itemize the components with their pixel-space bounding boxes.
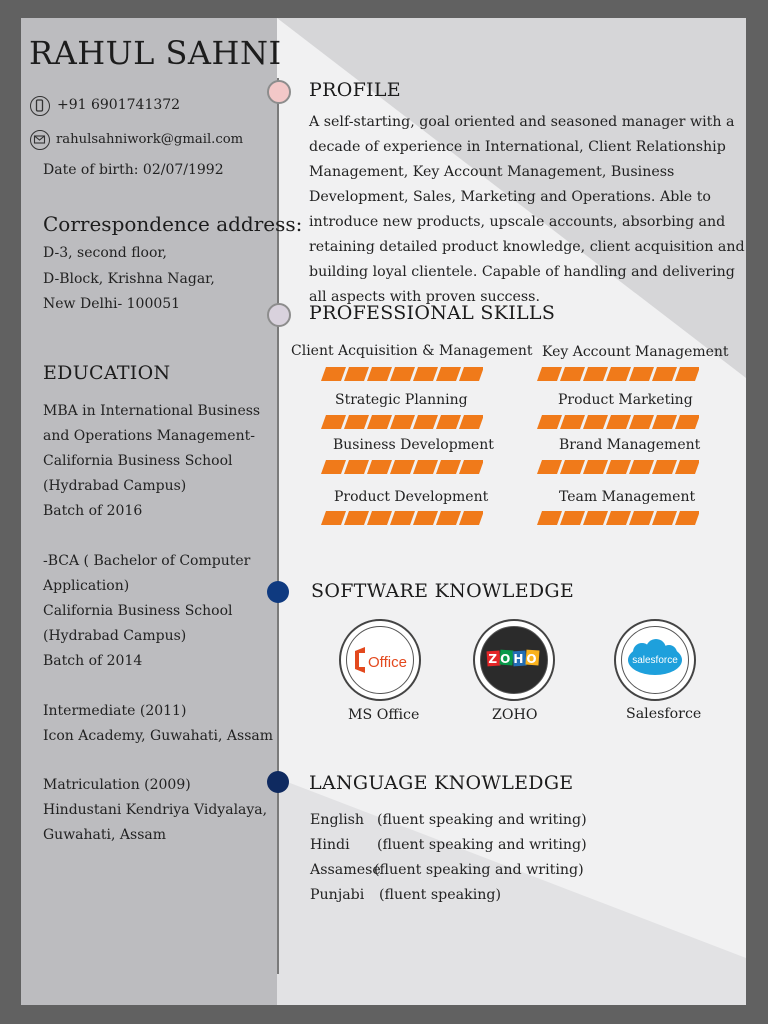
skill-bar-segment: [344, 415, 369, 429]
skill-bar: [537, 511, 699, 525]
ms-office-logo-text: Office: [368, 654, 407, 671]
skill-label: Team Management: [559, 489, 696, 505]
skill-bar: [321, 415, 483, 429]
skill-label: Brand Management: [559, 437, 701, 453]
skill-bar-segment: [413, 367, 438, 381]
skill-bar-segment: [436, 511, 461, 525]
software-name: Salesforce: [626, 706, 702, 722]
salesforce-logo-text: salesforce: [632, 655, 678, 666]
skill-label: Product Development: [334, 489, 489, 505]
skill-bar: [537, 460, 699, 474]
skill-bar-segment: [583, 460, 608, 474]
education-line: Batch of 2014: [43, 653, 143, 669]
language-name: Hindi: [310, 837, 350, 853]
education-line: Icon Academy, Guwahati, Assam: [43, 728, 274, 744]
skill-bar-segment: [367, 511, 392, 525]
skill-bar-segment: [629, 367, 654, 381]
skill-bar-segment: [675, 367, 699, 381]
skill-label: Key Account Management: [542, 344, 729, 360]
skill-bar-segment: [537, 511, 562, 525]
skill-bar-segment: [413, 415, 438, 429]
skill-bar-segment: [344, 367, 369, 381]
education-line: California Business School: [43, 453, 233, 469]
skill-bar-segment: [560, 415, 585, 429]
skill-bar-segment: [344, 460, 369, 474]
skill-bar: [537, 415, 699, 429]
education-line: (Hydrabad Campus): [43, 628, 187, 644]
skill-bar-segment: [629, 460, 654, 474]
skill-bar-segment: [560, 460, 585, 474]
skill-bar-segment: [583, 415, 608, 429]
skill-bar-segment: [367, 415, 392, 429]
education-line: -BCA ( Bachelor of Computer: [43, 553, 251, 569]
profile-text: A self-starting, goal oriented and seasoned manager with a decade of experience in International, Client Relationship Management, Key Account Management, Business Development, Sales, Marketing and Operations. Able to introduce new products, upscale accounts, absorbing and retaining detailed product knowledge, client acquisition and building loyal clientele. Capable of handling and delivering all aspects with proven success.: [309, 114, 745, 305]
skill-bar-segment: [560, 367, 585, 381]
education-line: Application): [43, 578, 130, 594]
profile-dot: [267, 80, 291, 104]
salesforce-logo-icon: [614, 619, 696, 701]
skill-bar-segment: [606, 367, 631, 381]
skill-bar-segment: [606, 460, 631, 474]
skill-bar-segment: [606, 511, 631, 525]
skill-bar-segment: [367, 460, 392, 474]
zoho-logo-icon: [473, 619, 555, 701]
email-icon: [30, 130, 50, 150]
skill-bar-segment: [652, 415, 677, 429]
skill-bar: [537, 367, 699, 381]
education-line: and Operations Management-: [43, 428, 255, 444]
skill-bar-segment: [413, 511, 438, 525]
skill-bar-segment: [413, 460, 438, 474]
language-name: English: [310, 812, 365, 828]
skill-bar-segment: [537, 367, 562, 381]
skill-bar-segment: [583, 367, 608, 381]
skill-bar-segment: [606, 415, 631, 429]
skill-bar-segment: [436, 367, 461, 381]
skill-bar-segment: [321, 415, 346, 429]
software-dot: [267, 581, 289, 603]
address-line: New Delhi- 100051: [43, 296, 181, 312]
skill-bar-segment: [321, 460, 346, 474]
skill-bar-segment: [629, 415, 654, 429]
email-address[interactable]: rahulsahniwork@gmail.com: [56, 132, 244, 147]
skill-bar-segment: [390, 511, 415, 525]
skill-bar-segment: [537, 415, 562, 429]
education-line: Hindustani Kendriya Vidyalaya,: [43, 802, 268, 818]
skill-label: Product Marketing: [558, 392, 693, 408]
skill-bar-segment: [390, 415, 415, 429]
address-line: D-Block, Krishna Nagar,: [43, 271, 215, 287]
skill-bar-segment: [321, 367, 346, 381]
skill-bar-segment: [560, 511, 585, 525]
education-line: Matriculation (2009): [43, 777, 191, 793]
software-name: MS Office: [348, 707, 420, 723]
skill-bar-segment: [367, 367, 392, 381]
skills-dot: [267, 303, 291, 327]
skill-bar: [321, 367, 483, 381]
skill-bar-segment: [629, 511, 654, 525]
language-name: Assamese: [310, 862, 381, 878]
education-line: Guwahati, Assam: [43, 827, 166, 843]
education-line: Batch of 2016: [43, 503, 143, 519]
education-line: Intermediate (2011): [43, 703, 187, 719]
language-level: (fluent speaking and writing): [377, 812, 587, 828]
language-name: Punjabi: [310, 887, 365, 903]
skill-bar-segment: [390, 367, 415, 381]
skill-bar-segment: [675, 511, 699, 525]
skill-bar-segment: [321, 511, 346, 525]
software-heading: SOFTWARE KNOWLEDGE: [311, 580, 575, 602]
candidate-name: RAHUL SAHNI: [29, 34, 282, 72]
education-line: California Business School: [43, 603, 233, 619]
skill-bar-segment: [344, 511, 369, 525]
education-heading: EDUCATION: [43, 362, 171, 384]
skill-bar-segment: [652, 367, 677, 381]
skill-label: Client Acquisition & Management: [291, 343, 533, 359]
software-name: ZOHO: [492, 707, 538, 723]
skills-heading: PROFESSIONAL SKILLS: [309, 302, 556, 324]
zoho-logo-text: ZOHO: [488, 652, 540, 666]
education-line: MBA in International Business: [43, 403, 261, 419]
education-line: (Hydrabad Campus): [43, 478, 187, 494]
address-heading: Correspondence address:: [43, 212, 303, 236]
language-level: (fluent speaking and writing): [374, 862, 584, 878]
skill-bar: [321, 460, 483, 474]
language-level: (fluent speaking and writing): [377, 837, 587, 853]
date-of-birth: Date of birth: 02/07/1992: [43, 162, 224, 178]
skill-bar-segment: [459, 367, 483, 381]
skill-bar: [321, 511, 483, 525]
skill-bar-segment: [459, 511, 483, 525]
skill-bar-segment: [390, 460, 415, 474]
skill-bar-segment: [652, 511, 677, 525]
language-dot: [267, 771, 289, 793]
skill-bar-segment: [459, 415, 483, 429]
skill-bar-segment: [537, 460, 562, 474]
skill-bar-segment: [583, 511, 608, 525]
phone-icon: [30, 96, 50, 116]
phone-number[interactable]: +91 6901741372: [57, 97, 181, 113]
skill-bar-segment: [675, 460, 699, 474]
ms-office-logo-icon: [339, 619, 421, 701]
language-heading: LANGUAGE KNOWLEDGE: [309, 772, 574, 794]
skill-label: Strategic Planning: [335, 392, 468, 408]
skill-bar-segment: [459, 460, 483, 474]
skill-label: Business Development: [333, 437, 494, 453]
profile-heading: PROFILE: [309, 79, 401, 101]
address-line: D-3, second floor,: [43, 245, 167, 261]
skill-bar-segment: [652, 460, 677, 474]
skill-bar-segment: [436, 460, 461, 474]
skill-bar-segment: [436, 415, 461, 429]
language-level: (fluent speaking): [379, 887, 501, 903]
skill-bar-segment: [675, 415, 699, 429]
